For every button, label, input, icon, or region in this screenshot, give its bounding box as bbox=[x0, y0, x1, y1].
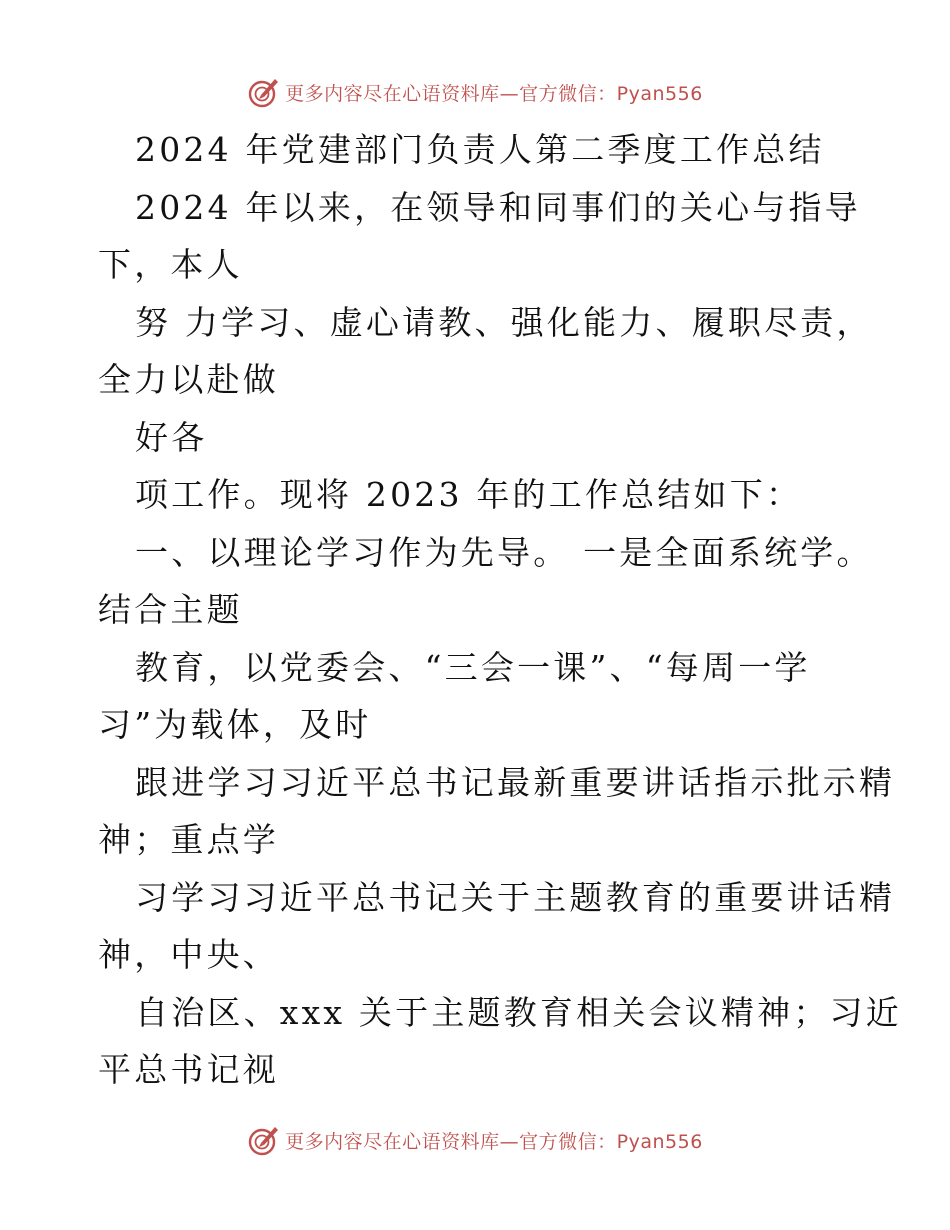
text-line: 好各 bbox=[135, 417, 208, 457]
text-line: 习学习习近平总书记关于主题教育的重要讲话精 bbox=[135, 877, 896, 917]
text-line: 神；重点学 bbox=[98, 820, 279, 859]
text-line: 一、以理论学习作为先导。 一是全面系统学。 bbox=[135, 532, 873, 572]
text-line: 神，中央、 bbox=[98, 935, 279, 974]
text-line: 努 力学习、虚心请教、强化能力、履职尽责， bbox=[135, 302, 873, 342]
watermark-header bbox=[0, 72, 950, 112]
text-line: 下，本人 bbox=[98, 245, 243, 284]
text-line: 习”为载体，及时 bbox=[98, 705, 372, 744]
pen-nib-circle-icon bbox=[247, 75, 281, 109]
text-line: 平总书记视 bbox=[98, 1050, 279, 1089]
text-line: 2024 年以来，在领导和同事们的关心与指导 bbox=[135, 187, 861, 227]
pen-nib-circle-icon bbox=[247, 1123, 281, 1157]
text-line: 跟进学习习近平总书记最新重要讲话指示批示精 bbox=[135, 762, 896, 802]
watermark-footer bbox=[0, 1120, 950, 1160]
text-line: 全力以赴做 bbox=[98, 360, 279, 399]
text-line: 项工作。现将 2023 年的工作总结如下： bbox=[135, 475, 803, 514]
text-line: 2024 年党建部门负责人第二季度工作总结 bbox=[135, 130, 825, 169]
text-line: 教育，以党委会、“三会一课”、“每周一学 bbox=[135, 647, 811, 687]
watermark-text: 更多内容尽在心语资料库—官方微信：Pyan556 bbox=[285, 82, 703, 105]
text-line: 结合主题 bbox=[98, 590, 243, 629]
watermark-text: 更多内容尽在心语资料库—官方微信：Pyan556 bbox=[285, 1130, 703, 1153]
text-line: 自治区、xxx 关于主题教育相关会议精神；习近 bbox=[135, 992, 902, 1032]
